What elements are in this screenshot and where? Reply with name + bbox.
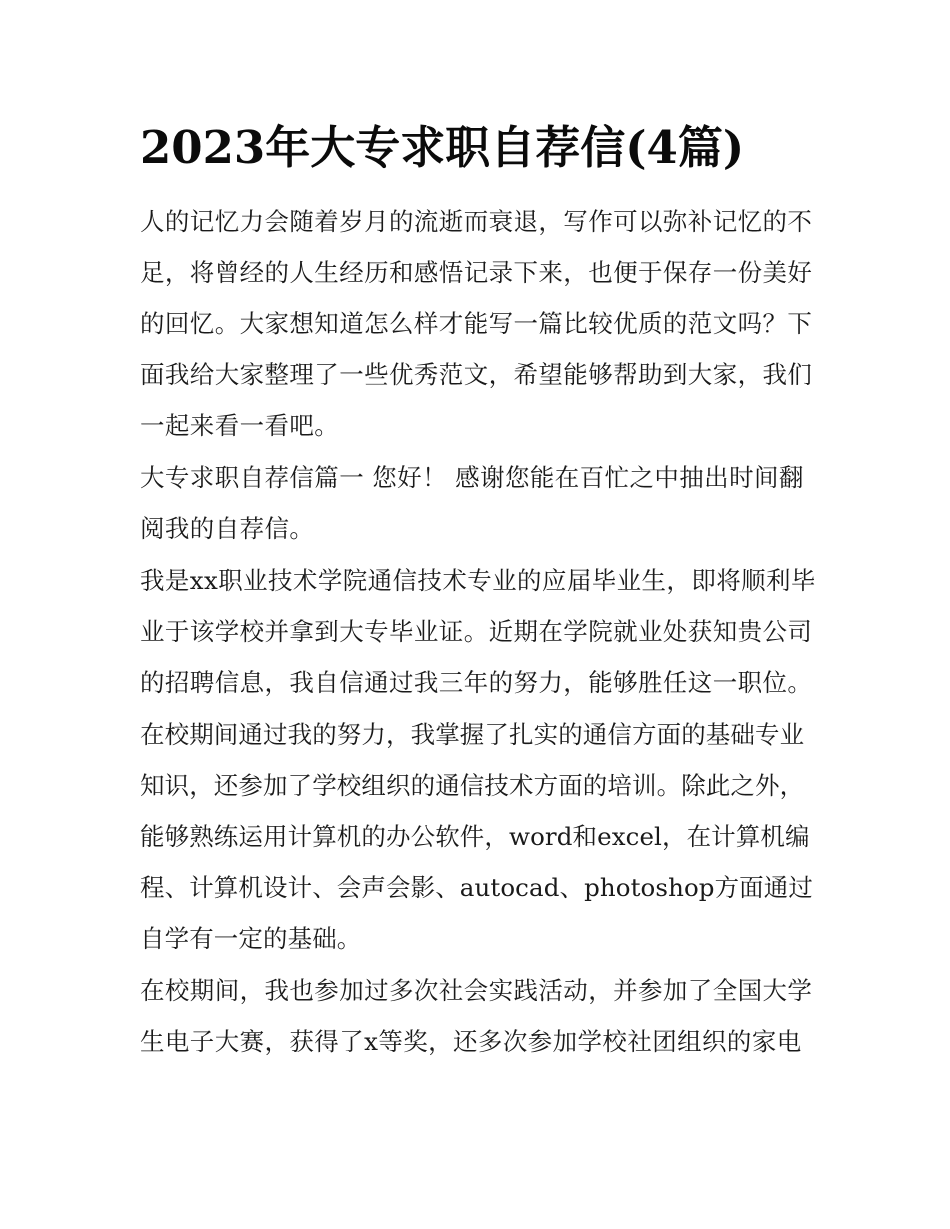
- paragraph-activities: 在校期间，我也参加过多次社会实践活动，并参加了全国大学生电子大赛，获得了x等奖，还多次参加学校社团组织的家电: [140, 976, 813, 1056]
- paragraph-skills: 在校期间通过我的努力，我掌握了扎实的通信方面的基础专业知识，还参加了学校组织的通信技术方面的培训。除此之外，能够熟练运用计算机的办公软件，word和excel，在计算机编程、计算机设计、会声会影、autocad、photoshop方面通过自学有一定的基础。: [140, 720, 813, 953]
- paragraph-self-introduction: 我是xx职业技术学院通信技术专业的应届毕业生，即将顺利毕业于该学校并拿到大专毕业证。近期在学院就业处获知贵公司的招聘信息，我自信通过我三年的努力，能够胜任这一职位。: [140, 566, 816, 697]
- paragraph-greeting: 大专求职自荐信篇一 您好！ 感谢您能在百忙之中抽出时间翻阅我的自荐信。: [140, 463, 804, 543]
- document-body: [140, 196, 816, 1068]
- document-title: 2023年大专求职自荐信(4篇): [140, 121, 745, 174]
- paragraph-intro: 人的记忆力会随着岁月的流逝而衰退，写作可以弥补记忆的不足，将曾经的人生经历和感悟记录下来，也便于保存一份美好的回忆。大家想知道怎么样才能写一篇比较优质的范文吗？下面我给大家整理了一些优秀范文，希望能够帮助到大家，我们一起来看一看吧。: [140, 207, 813, 440]
